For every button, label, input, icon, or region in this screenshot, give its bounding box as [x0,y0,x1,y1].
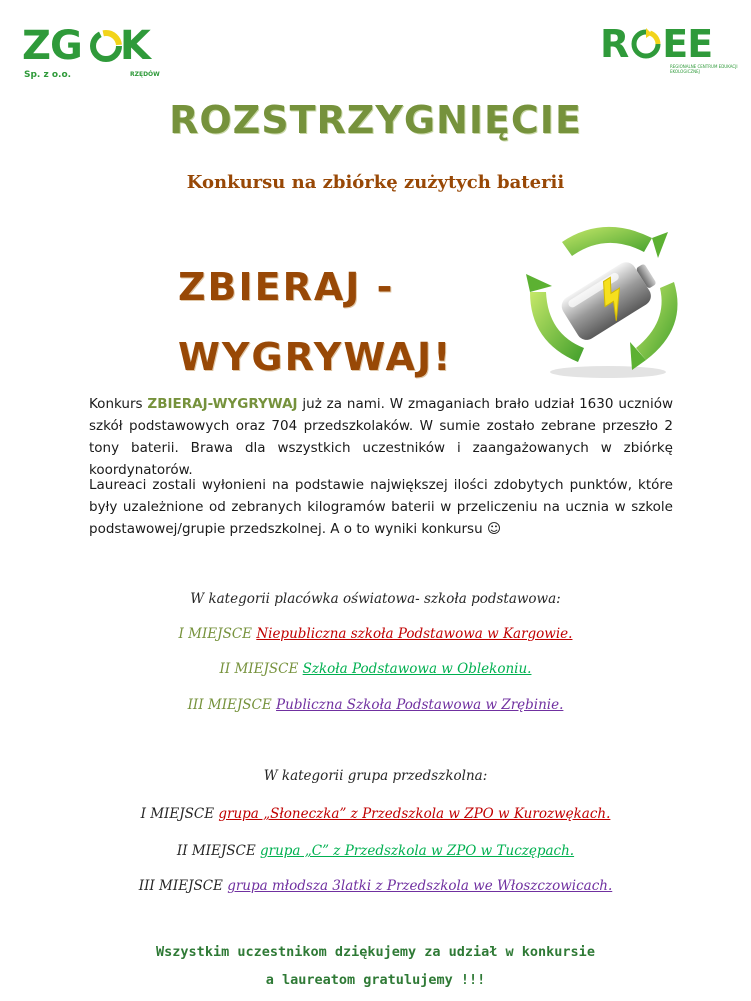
result-school-3: III MIEJSCE Publiczna Szkoła Podstawowa w Zrębinie. [187,697,564,713]
category-heading-school: W kategorii placówka oświatowa- szkoła podstawowa: [190,591,561,607]
slogan [178,252,498,392]
slogan-line-2: WYGRYWAJ! [178,335,453,379]
zgok-logo-sub: Sp. z o.o. [24,70,72,80]
intro-paragraph-2: Laureaci zostali wyłonieni na podstawie największej ilości zdobytych punktów, które były uzależnione od zebranych kilogramów baterii w przeliczeniu na ucznia w szkole podstawowej/grupie przedszkolnej. A o to wyniki konkursu ☺ [89,477,673,537]
zgok-logo [22,22,172,82]
recycle-battery-illustration [522,212,690,380]
rcee-logo-wordmark: R EE [600,22,713,66]
result-school-1: I MIEJSCE Niepubliczna szkoła Podstawowa w Kargowie. [178,626,573,642]
zgok-logo-wordmark: ZG K [22,23,150,69]
closing-line-2: a laureatom gratulujemy !!! [265,972,486,988]
slogan-line-1: ZBIERAJ - [178,265,395,309]
result-preschool-3: III MIEJSCE grupa młodsza 3latki z Przedszkola we Włoszczowicach. [138,878,613,894]
closing-message [0,938,751,994]
rcee-logo-sub: REGIONALNE CENTRUM EDUKACJI EKOLOGICZNEJ [670,64,738,74]
result-preschool-2: II MIEJSCE grupa „C” z Przedszkola w ZPO w Tuczępach. [176,843,575,859]
closing-line-1: Wszystkim uczestnikom dziękujemy za udział w konkursie [156,944,595,960]
zgok-logo-sub-right: RZĘDÓW [130,71,160,78]
intro-paragraph-1: Konkurs ZBIERAJ-WYGRYWAJ już za nami. W zmaganiach brało udział 1630 uczniów szkół podstawowych oraz 704 przedszkolaków. W sumie zostało zebrane przeszło 2 tony baterii. Brawa dla wszystkich uczestników i zaangażowanych w zbiórkę koordynatorów. [89,396,673,478]
page-title: ROZSTRZYGNIĘCIE [169,98,582,142]
recycle-ring-icon [88,28,124,64]
recycle-arrow-icon [630,26,662,60]
rcee-logo [600,22,740,72]
category-heading-preschool: W kategorii grupa przedszkolna: [263,768,488,784]
result-school-2: II MIEJSCE Szkoła Podstawowa w Oblekoniu. [219,661,532,677]
page-subtitle: Konkursu na zbiórkę zużytych baterii [186,172,565,193]
result-preschool-1: I MIEJSCE grupa „Słoneczka” z Przedszkola w ZPO w Kurozwękach. [140,806,611,822]
contest-name: ZBIERAJ-WYGRYWAJ [147,396,298,412]
